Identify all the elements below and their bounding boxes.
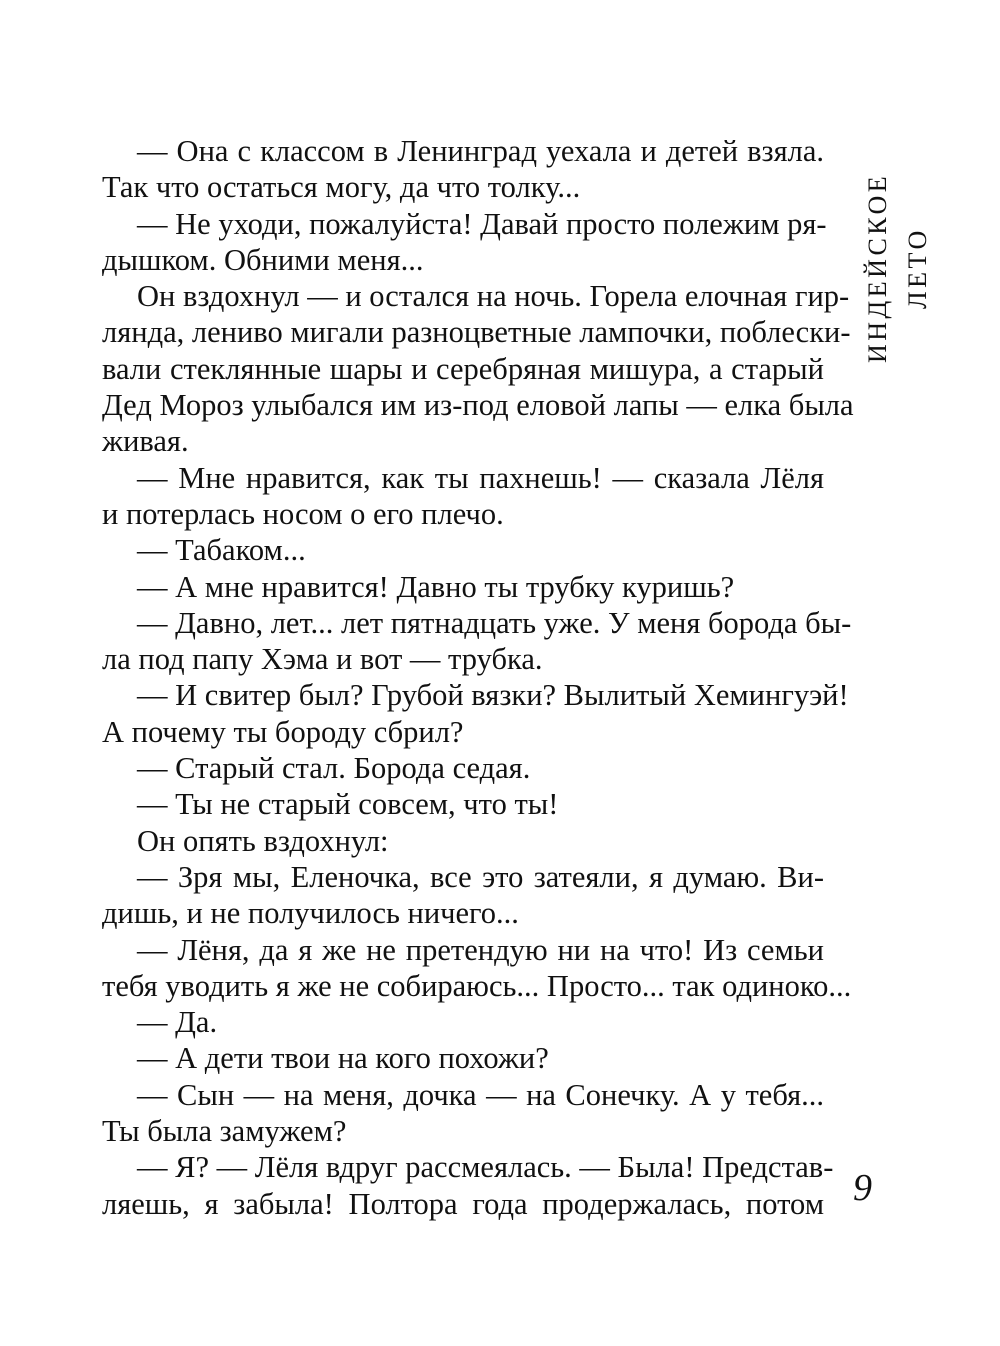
page-number: 9 (853, 1167, 872, 1209)
text-line: — Я? — Лёля вдруг рассмеялась. — Была! Представ- (137, 1150, 834, 1185)
text-line: — Сын — на меня, дочка — на Сонечку. А у тебя... (137, 1077, 824, 1112)
text-line: дишь, и не получилось ничего... (102, 896, 519, 931)
text-line: вали стеклянные шары и серебряная мишура, а старый (102, 351, 824, 386)
text-line: — Не уходи, пожалуйста! Давай просто полежим ря- (137, 206, 827, 241)
text-line: — А мне нравится! Давно ты трубку куришь? (137, 569, 735, 604)
text-line: ляешь, я забыла! Полтора года продержалась, потом (102, 1186, 824, 1221)
text-line: Он вздохнул — и остался на ночь. Горела елочная гир- (137, 279, 850, 314)
text-line: — Давно, лет... лет пятнадцать уже. У меня борода бы- (137, 605, 852, 640)
text-line: — Она с классом в Ленинград уехала и детей взяла. (137, 134, 824, 168)
text-line: дышком. Обними меня... (102, 242, 424, 277)
page-body-text (102, 133, 854, 1222)
text-line: Так что остаться могу, да что толку... (102, 170, 581, 205)
text-line: Дед Мороз улыбался им из-под еловой лапы — елка была (102, 388, 854, 423)
text-line: А почему ты бороду сбрил? (102, 714, 464, 749)
text-line: тебя уводить я же не собираюсь... Просто... так одиноко... (102, 968, 852, 1003)
text-line: лянда, лениво мигали разноцветные лампочки, поблески- (102, 315, 851, 350)
text-line: и потерлась носом о его плечо. (102, 496, 504, 531)
text-line: — А дети твои на кого похожи? (137, 1041, 549, 1076)
text-line: ла под папу Хэма и вот — трубка. (102, 642, 543, 677)
text-line: — И свитер был? Грубой вязки? Вылитый Хемингуэй! (137, 678, 849, 713)
text-line: — Лёня, да я же не претендую ни на что! Из семьи (137, 932, 824, 967)
text-line: — Ты не старый совсем, что ты! (137, 787, 559, 822)
text-line: — Мне нравится, как ты пахнешь! — сказала Лёля (137, 460, 824, 495)
text-line: — Старый стал. Борода седая. (137, 751, 531, 786)
running-head: ИНДЕЙСКОЕ ЛЕТО (863, 172, 932, 364)
text-line: — Зря мы, Еленочка, все это затеяли, я думаю. Ви- (137, 859, 824, 894)
text-line: Он опять вздохнул: (137, 823, 389, 858)
text-line: — Да. (137, 1005, 218, 1040)
text-line: Ты была замужем? (102, 1114, 347, 1149)
text-line: — Табаком... (137, 533, 306, 568)
text-line: живая. (102, 424, 189, 459)
